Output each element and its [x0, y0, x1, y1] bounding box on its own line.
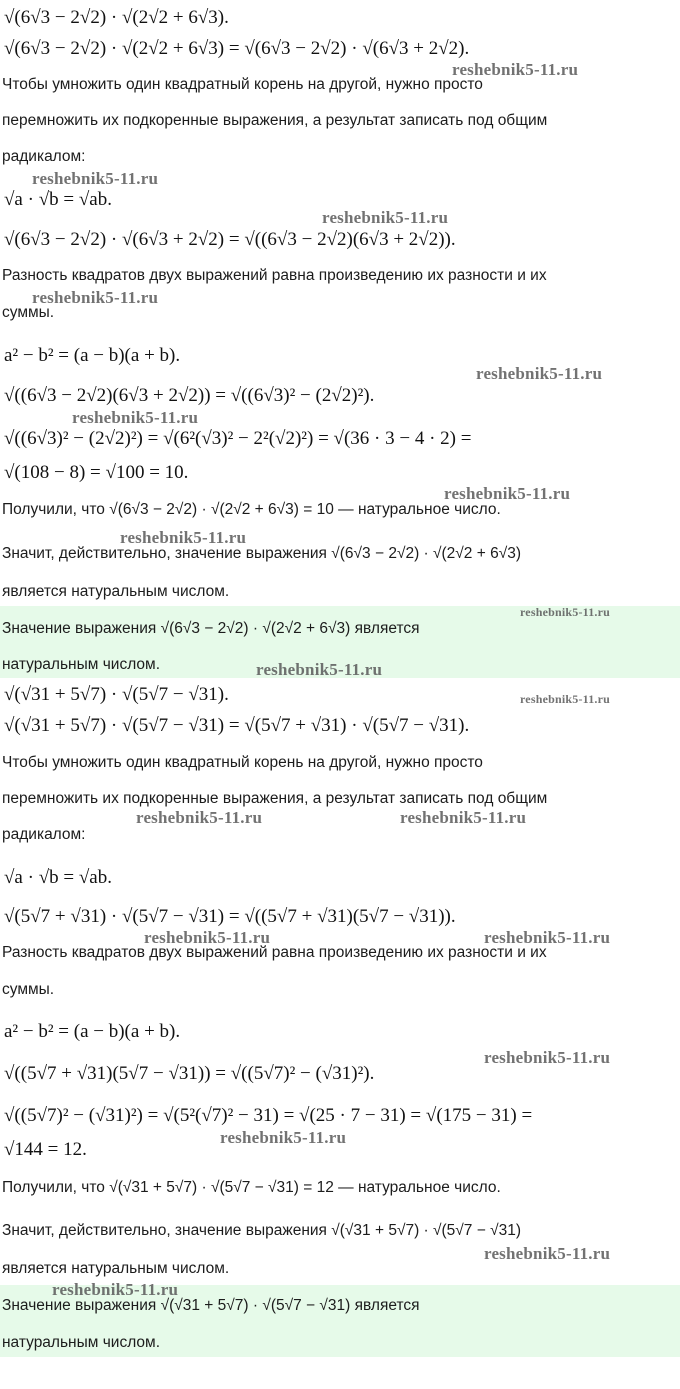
watermark: reshebnik5-11.ru: [400, 808, 527, 827]
watermark: reshebnik5-11.ru: [484, 928, 611, 947]
watermark: reshebnik5-11.ru: [136, 808, 263, 827]
answer-text: Значение выражения √(6√3 − 2√2) · √(2√2 + 6√3) является: [2, 620, 420, 637]
math-line: a² − b² = (a − b)(a + b).: [4, 1021, 181, 1042]
watermark: reshebnik5-11.ru: [452, 60, 579, 79]
watermark: reshebnik5-11.ru: [32, 169, 159, 188]
watermark: reshebnik5-11.ru: [322, 208, 449, 227]
watermark: reshebnik5-11.ru: [120, 528, 247, 547]
math-line: √144 = 12.: [4, 1139, 87, 1160]
answer-text: натуральным числом.: [2, 1334, 160, 1351]
math-line: √(108 − 8) = √100 = 10.: [4, 462, 189, 483]
watermark: reshebnik5-11.ru: [220, 1128, 347, 1147]
math-line: √((5√7)² − (√31)²) = √(5²(√7)² − 31) = √(25 · 7 − 31) = √(175 − 31) =: [4, 1105, 533, 1126]
paragraph-text: является натуральным числом.: [2, 583, 230, 600]
paragraph-text: Значит, действительно, значение выражения √(√31 + 5√7) · √(5√7 − √31): [2, 1222, 522, 1239]
watermark: reshebnik5-11.ru: [256, 660, 383, 679]
watermark: reshebnik5-11.ru: [520, 692, 610, 706]
watermark: reshebnik5-11.ru: [520, 605, 610, 619]
paragraph-text: Получили, что √(6√3 − 2√2) · √(2√2 + 6√3) = 10 — натуральное число.: [2, 501, 501, 518]
math-line: √((6√3)² − (2√2)²) = √(6²(√3)² − 2²(√2)²) = √(36 · 3 − 4 · 2) =: [4, 428, 472, 449]
paragraph-text: Разность квадратов двух выражений равна произведению их разности и их: [2, 944, 547, 961]
math-line: √(√31 + 5√7) · √(5√7 − √31).: [4, 684, 229, 705]
paragraph-text: является натуральным числом.: [2, 1260, 230, 1277]
math-line: √(6√3 − 2√2) · √(2√2 + 6√3) = √(6√3 − 2√2) · √(6√3 + 2√2).: [4, 38, 470, 59]
watermark: reshebnik5-11.ru: [484, 1244, 611, 1263]
watermark: reshebnik5-11.ru: [52, 1280, 179, 1299]
paragraph-text: радикалом:: [2, 826, 86, 843]
watermark: reshebnik5-11.ru: [484, 1048, 611, 1067]
answer-text: Значение выражения √(√31 + 5√7) · √(5√7 − √31) является: [2, 1297, 420, 1314]
watermark: reshebnik5-11.ru: [144, 928, 271, 947]
math-line: √((5√7 + √31)(5√7 − √31)) = √((5√7)² − (√31)²).: [4, 1063, 375, 1084]
math-line: √(6√3 − 2√2) · √(2√2 + 6√3).: [4, 7, 229, 28]
math-line: √(5√7 + √31) · √(5√7 − √31) = √((5√7 + √31)(5√7 − √31)).: [4, 906, 456, 927]
paragraph-text: перемножить их подкоренные выражения, а результат записать под общим: [2, 790, 548, 807]
answer-text: натуральным числом.: [2, 656, 160, 673]
math-line: √((6√3 − 2√2)(6√3 + 2√2)) = √((6√3)² − (2√2)²).: [4, 385, 375, 406]
paragraph-text: суммы.: [2, 981, 55, 998]
paragraph-text: суммы.: [2, 304, 55, 321]
paragraph-text: радикалом:: [2, 148, 86, 165]
watermark: reshebnik5-11.ru: [444, 484, 571, 503]
paragraph-text: Чтобы умножить один квадратный корень на другой, нужно просто: [2, 754, 483, 771]
watermark: reshebnik5-11.ru: [476, 364, 603, 383]
math-line: a² − b² = (a − b)(a + b).: [4, 345, 181, 366]
paragraph-text: перемножить их подкоренные выражения, а результат записать под общим: [2, 112, 548, 129]
watermark: reshebnik5-11.ru: [72, 408, 199, 427]
paragraph-text: Значит, действительно, значение выражения √(6√3 − 2√2) · √(2√2 + 6√3): [2, 545, 522, 562]
paragraph-text: Разность квадратов двух выражений равна произведению их разности и их: [2, 267, 547, 284]
math-line: √(√31 + 5√7) · √(5√7 − √31) = √(5√7 + √31) · √(5√7 − √31).: [4, 715, 470, 736]
watermark: reshebnik5-11.ru: [32, 288, 159, 307]
math-line: √a · √b = √ab.: [4, 867, 112, 888]
paragraph-text: Чтобы умножить один квадратный корень на другой, нужно просто: [2, 76, 483, 93]
math-line: √(6√3 − 2√2) · √(6√3 + 2√2) = √((6√3 − 2√2)(6√3 + 2√2)).: [4, 229, 456, 250]
paragraph-text: Получили, что √(√31 + 5√7) · √(5√7 − √31) = 12 — натуральное число.: [2, 1179, 501, 1196]
math-line: √a · √b = √ab.: [4, 189, 112, 210]
